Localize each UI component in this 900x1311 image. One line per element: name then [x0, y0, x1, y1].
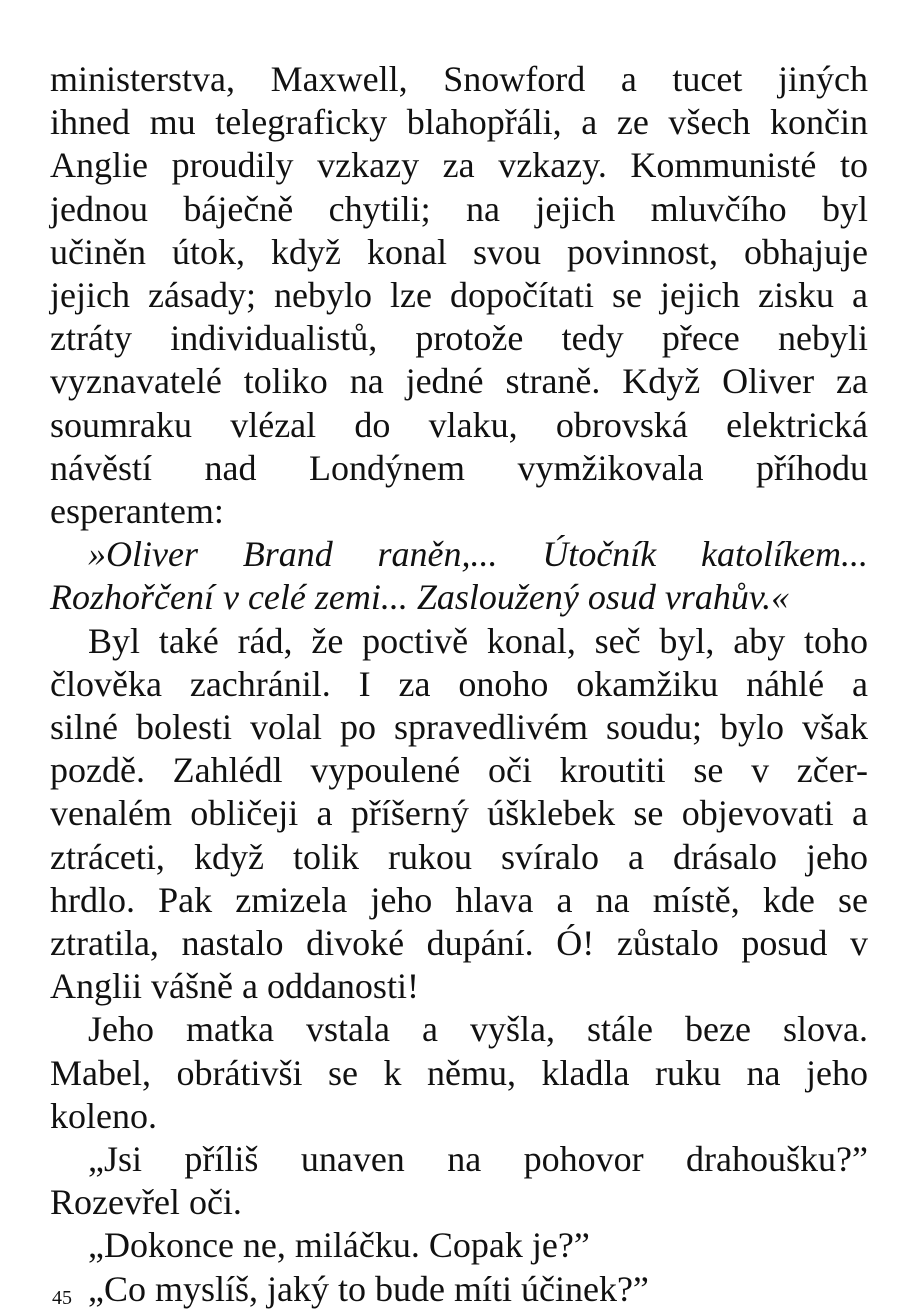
page-number: 45	[52, 1287, 72, 1309]
text-line: ztratila, nastalo divoké dupání. Ó! zůstalo posud v	[50, 923, 868, 964]
text-line: soumraku vlézal do vlaku, obrovská elektrická	[50, 404, 868, 445]
text-line: venalém obličeji a příšerný úšklebek se objevovati a	[50, 793, 868, 834]
text-line: návěstí nad Londýnem vymžikovala příhodu	[50, 447, 868, 488]
text-line: esperantem:	[50, 491, 224, 532]
text-line: hrdlo. Pak zmizela jeho hlava a na místě, kde se	[50, 879, 868, 920]
text-line: Jeho matka vstala a vyšla, stále beze slova.	[88, 1009, 868, 1050]
text-line: ministerstva, Maxwell, Snowford a tucet jiných	[50, 59, 868, 99]
text-line: pozdě. Zahlédl vypoulené oči kroutiti se v zčer-	[50, 750, 868, 791]
text-line: „Co myslíš, jaký to bude míti účinek?”	[88, 1268, 649, 1309]
paragraph-1	[50, 58, 868, 533]
text-line: koleno.	[50, 1095, 157, 1136]
paragraph-4	[50, 1008, 868, 1138]
text-line: Mabel, obrátivši se k němu, kladla ruku na jeho	[50, 1052, 868, 1093]
text-line: ihned mu telegraficky blahopřáli, a ze všech končin	[50, 102, 868, 143]
text-line: Rozhořčení v celé zemi... Zasloužený osud vrahův.«	[50, 577, 790, 618]
italic-headline-paragraph	[50, 533, 868, 619]
paragraph-3	[50, 620, 868, 1009]
text-line: jejich zásady; nebylo lze dopočítati se jejich zisku a	[50, 275, 868, 316]
book-page-text	[50, 58, 868, 1311]
text-line: ztráceti, když tolik rukou svíralo a drásalo jeho	[50, 836, 868, 877]
text-line: Rozevřel oči.	[50, 1182, 242, 1223]
text-line: silné bolesti volal po spravedlivém soudu; bylo však	[50, 707, 868, 748]
text-line: člověka zachránil. I za onoho okamžiku náhlé a	[50, 663, 868, 704]
text-line: ztráty individualistů, protože tedy přece nebyli	[50, 318, 868, 359]
text-line: »Oliver Brand raněn,... Útočník katolíkem...	[88, 534, 868, 575]
text-line: Byl také rád, že poctivě konal, seč byl, aby toho	[88, 620, 868, 661]
text-line: „Jsi příliš unaven na pohovor drahoušku?”	[88, 1139, 868, 1180]
text-line: vyznavatelé toliko na jedné straně. Když Oliver za	[50, 361, 868, 402]
text-line: „Dokonce ne, miláčku. Copak je?”	[88, 1225, 590, 1266]
text-line: Anglii vášně a oddanosti!	[50, 966, 419, 1007]
dialogue-paragraph-2	[50, 1224, 868, 1267]
text-line: učiněn útok, když konal svou povinnost, obhajuje	[50, 231, 868, 272]
dialogue-paragraph-3	[50, 1268, 868, 1311]
text-line: Anglie proudily vzkazy za vzkazy. Kommunisté to	[50, 145, 868, 186]
text-line: jednou báječně chytili; na jejich mluvčího byl	[50, 188, 868, 229]
dialogue-paragraph-1	[50, 1138, 868, 1224]
